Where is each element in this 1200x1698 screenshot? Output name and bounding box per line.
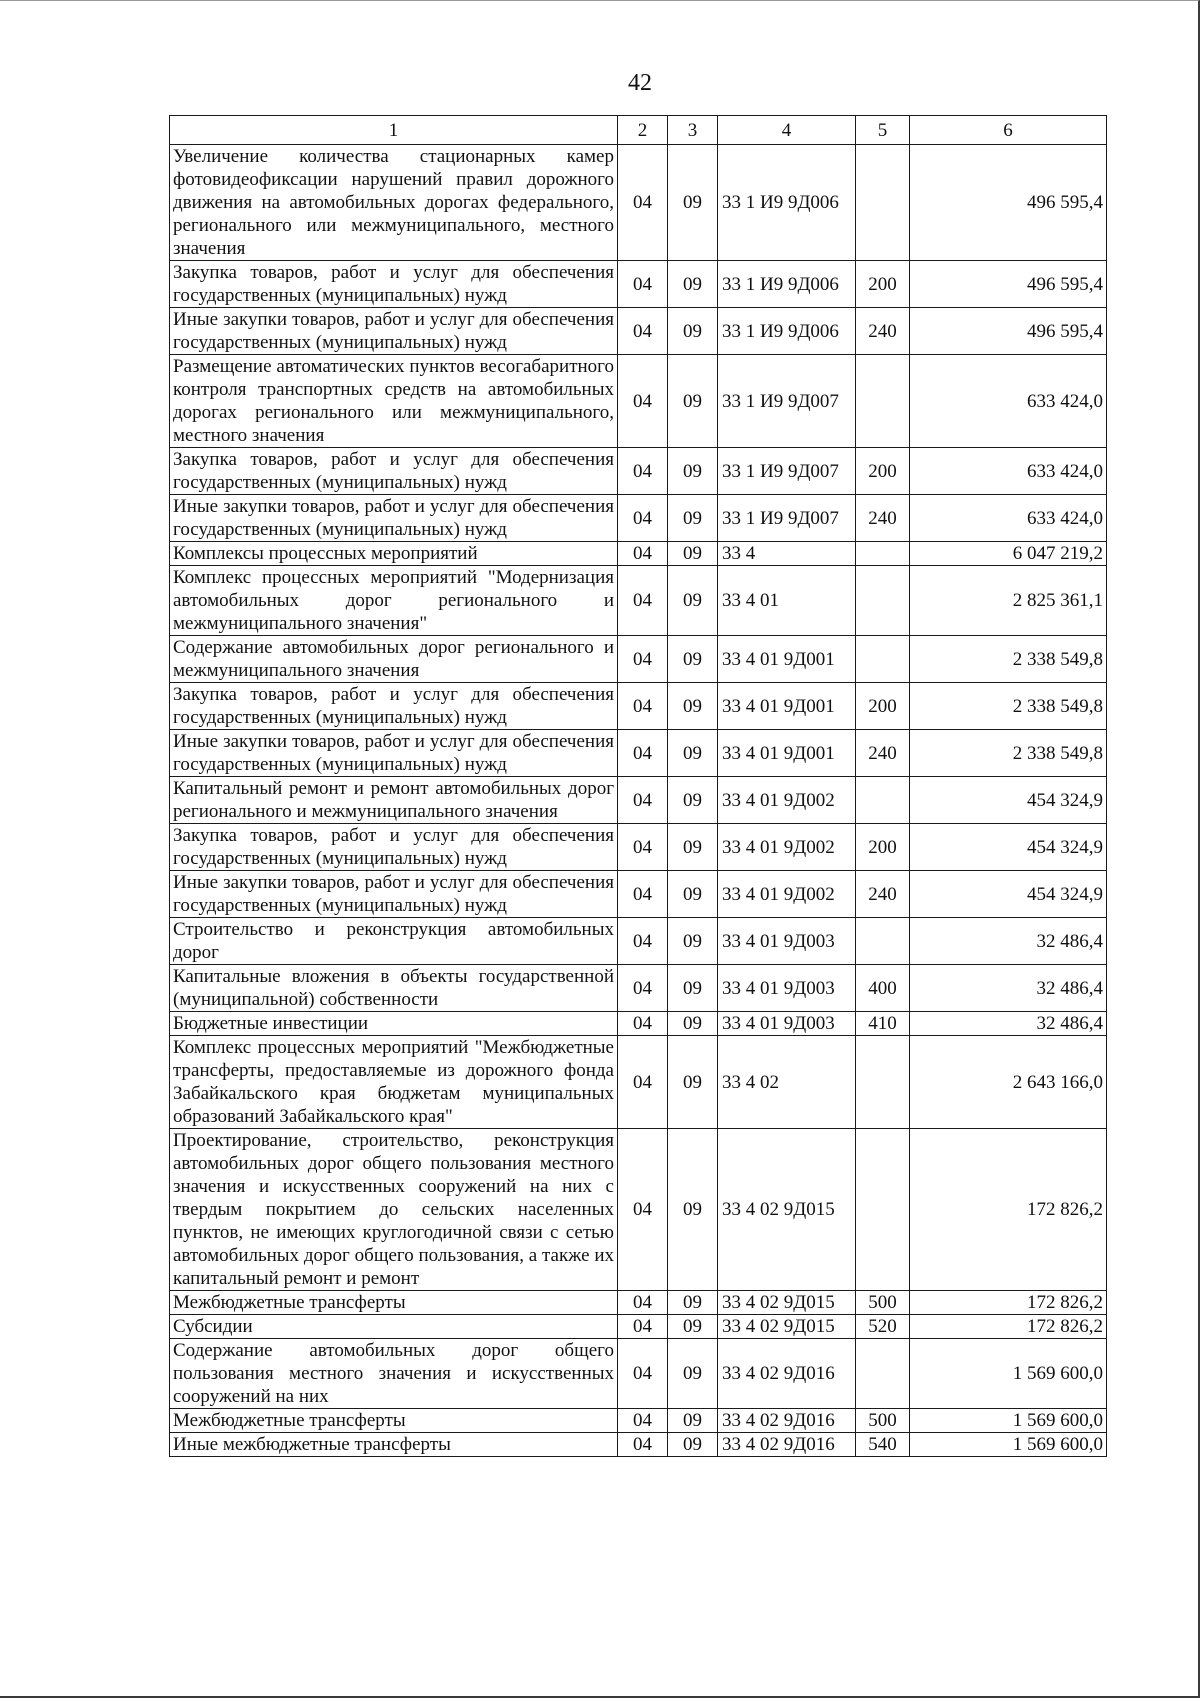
cell-section: 04 [618, 1315, 668, 1339]
cell-name: Иные закупки товаров, работ и услуг для обеспечения государственных (муниципальных) нужд [170, 308, 618, 355]
table-header-row [170, 116, 1107, 145]
cell-name: Закупка товаров, работ и услуг для обеспечения государственных (муниципальных) нужд [170, 824, 618, 871]
table-row [170, 308, 1107, 355]
header-col-4: 4 [718, 116, 856, 145]
cell-section: 04 [618, 145, 668, 261]
cell-name: Иные межбюджетные трансферты [170, 1433, 618, 1457]
cell-subsection: 09 [668, 448, 718, 495]
cell-name: Капитальные вложения в объекты государственной (муниципальной) собственности [170, 965, 618, 1012]
table-row [170, 448, 1107, 495]
cell-subsection: 09 [668, 308, 718, 355]
cell-amount: 633 424,0 [910, 355, 1107, 448]
cell-subsection: 09 [668, 871, 718, 918]
table-row [170, 1012, 1107, 1036]
table-row [170, 495, 1107, 542]
cell-target-article: 33 1 И9 9Д007 [718, 495, 856, 542]
cell-name: Комплекс процессных мероприятий "Модернизация автомобильных дорог регионального и межмуниципального значения" [170, 566, 618, 636]
cell-amount: 1 569 600,0 [910, 1433, 1107, 1457]
cell-target-article: 33 4 01 9Д003 [718, 918, 856, 965]
cell-expense-type: 500 [856, 1409, 910, 1433]
cell-subsection: 09 [668, 1315, 718, 1339]
table-row [170, 918, 1107, 965]
cell-expense-type [856, 636, 910, 683]
table-row [170, 145, 1107, 261]
table-row [170, 777, 1107, 824]
table-row [170, 1129, 1107, 1291]
cell-subsection: 09 [668, 824, 718, 871]
cell-name: Межбюджетные трансферты [170, 1291, 618, 1315]
cell-section: 04 [618, 636, 668, 683]
cell-expense-type: 540 [856, 1433, 910, 1457]
table-row [170, 1409, 1107, 1433]
table-row [170, 824, 1107, 871]
cell-amount: 2 338 549,8 [910, 683, 1107, 730]
cell-section: 04 [618, 1433, 668, 1457]
cell-amount: 2 338 549,8 [910, 636, 1107, 683]
cell-name: Закупка товаров, работ и услуг для обеспечения государственных (муниципальных) нужд [170, 683, 618, 730]
cell-subsection: 09 [668, 965, 718, 1012]
cell-name: Капитальный ремонт и ремонт автомобильных дорог регионального и межмуниципального значения [170, 777, 618, 824]
cell-subsection: 09 [668, 1036, 718, 1129]
cell-target-article: 33 4 [718, 542, 856, 566]
cell-expense-type: 410 [856, 1012, 910, 1036]
cell-name: Бюджетные инвестиции [170, 1012, 618, 1036]
cell-subsection: 09 [668, 495, 718, 542]
cell-section: 04 [618, 1409, 668, 1433]
cell-amount: 633 424,0 [910, 495, 1107, 542]
cell-name: Закупка товаров, работ и услуг для обеспечения государственных (муниципальных) нужд [170, 261, 618, 308]
cell-name: Иные закупки товаров, работ и услуг для обеспечения государственных (муниципальных) нужд [170, 871, 618, 918]
cell-section: 04 [618, 777, 668, 824]
cell-expense-type: 200 [856, 261, 910, 308]
cell-section: 04 [618, 1129, 668, 1291]
cell-subsection: 09 [668, 777, 718, 824]
cell-amount: 496 595,4 [910, 145, 1107, 261]
cell-name: Межбюджетные трансферты [170, 1409, 618, 1433]
cell-expense-type [856, 542, 910, 566]
cell-section: 04 [618, 871, 668, 918]
cell-name: Содержание автомобильных дорог общего пользования местного значения и искусственных сооружений на них [170, 1339, 618, 1409]
cell-subsection: 09 [668, 1433, 718, 1457]
cell-subsection: 09 [668, 636, 718, 683]
cell-subsection: 09 [668, 1129, 718, 1291]
cell-section: 04 [618, 261, 668, 308]
cell-subsection: 09 [668, 566, 718, 636]
cell-target-article: 33 4 01 9Д003 [718, 965, 856, 1012]
cell-subsection: 09 [668, 1339, 718, 1409]
cell-section: 04 [618, 308, 668, 355]
table-row [170, 355, 1107, 448]
cell-expense-type [856, 777, 910, 824]
cell-amount: 2 643 166,0 [910, 1036, 1107, 1129]
cell-target-article: 33 4 01 9Д003 [718, 1012, 856, 1036]
cell-section: 04 [618, 355, 668, 448]
cell-expense-type [856, 355, 910, 448]
header-col-5: 5 [856, 116, 910, 145]
cell-expense-type [856, 566, 910, 636]
cell-expense-type: 200 [856, 448, 910, 495]
table-row [170, 683, 1107, 730]
cell-target-article: 33 4 02 9Д015 [718, 1129, 856, 1291]
cell-section: 04 [618, 965, 668, 1012]
cell-name: Иные закупки товаров, работ и услуг для обеспечения государственных (муниципальных) нужд [170, 495, 618, 542]
cell-section: 04 [618, 1291, 668, 1315]
cell-expense-type [856, 1129, 910, 1291]
cell-expense-type: 200 [856, 824, 910, 871]
cell-expense-type: 200 [856, 683, 910, 730]
cell-expense-type: 240 [856, 871, 910, 918]
header-col-2: 2 [618, 116, 668, 145]
cell-amount: 1 569 600,0 [910, 1409, 1107, 1433]
header-col-6: 6 [910, 116, 1107, 145]
header-col-1: 1 [170, 116, 618, 145]
table-row [170, 965, 1107, 1012]
cell-target-article: 33 4 01 9Д002 [718, 871, 856, 918]
cell-subsection: 09 [668, 1291, 718, 1315]
cell-amount: 2 825 361,1 [910, 566, 1107, 636]
cell-target-article: 33 1 И9 9Д006 [718, 145, 856, 261]
cell-amount: 496 595,4 [910, 308, 1107, 355]
table-row [170, 871, 1107, 918]
cell-target-article: 33 4 01 9Д002 [718, 777, 856, 824]
cell-target-article: 33 4 01 9Д001 [718, 730, 856, 777]
cell-amount: 454 324,9 [910, 824, 1107, 871]
cell-expense-type [856, 145, 910, 261]
cell-section: 04 [618, 1036, 668, 1129]
cell-target-article: 33 1 И9 9Д006 [718, 261, 856, 308]
cell-name: Строительство и реконструкция автомобильных дорог [170, 918, 618, 965]
cell-expense-type: 500 [856, 1291, 910, 1315]
cell-section: 04 [618, 495, 668, 542]
table-row [170, 1315, 1107, 1339]
cell-amount: 454 324,9 [910, 777, 1107, 824]
table-row [170, 1339, 1107, 1409]
cell-expense-type: 520 [856, 1315, 910, 1339]
cell-section: 04 [618, 1339, 668, 1409]
cell-amount: 6 047 219,2 [910, 542, 1107, 566]
cell-section: 04 [618, 683, 668, 730]
cell-target-article: 33 1 И9 9Д007 [718, 448, 856, 495]
table-row [170, 566, 1107, 636]
cell-subsection: 09 [668, 683, 718, 730]
table-row [170, 261, 1107, 308]
cell-target-article: 33 4 02 [718, 1036, 856, 1129]
table-row [170, 730, 1107, 777]
cell-target-article: 33 4 02 9Д016 [718, 1409, 856, 1433]
cell-expense-type: 240 [856, 730, 910, 777]
cell-name: Комплексы процессных мероприятий [170, 542, 618, 566]
cell-amount: 454 324,9 [910, 871, 1107, 918]
cell-amount: 1 569 600,0 [910, 1339, 1107, 1409]
cell-section: 04 [618, 566, 668, 636]
cell-subsection: 09 [668, 542, 718, 566]
cell-subsection: 09 [668, 261, 718, 308]
table-row [170, 636, 1107, 683]
table-row [170, 1291, 1107, 1315]
cell-target-article: 33 4 01 9Д002 [718, 824, 856, 871]
cell-target-article: 33 4 02 9Д016 [718, 1433, 856, 1457]
cell-subsection: 09 [668, 355, 718, 448]
cell-subsection: 09 [668, 1012, 718, 1036]
cell-name: Проектирование, строительство, реконструкция автомобильных дорог общего пользования местного значения и искусственных сооружений на них с твердым покрытием до сельских населенных пунктов, не имеющих круглогодичной связи с сетью автомобильных дорог общего пользования, а также их капитальный ремонт и ремонт [170, 1129, 618, 1291]
cell-section: 04 [618, 730, 668, 777]
cell-amount: 172 826,2 [910, 1129, 1107, 1291]
cell-name: Размещение автоматических пунктов весогабаритного контроля транспортных средств на автомобильных дорогах регионального или межмуниципального, местного значения [170, 355, 618, 448]
cell-subsection: 09 [668, 1409, 718, 1433]
cell-expense-type: 400 [856, 965, 910, 1012]
cell-name: Содержание автомобильных дорог регионального и межмуниципального значения [170, 636, 618, 683]
cell-section: 04 [618, 448, 668, 495]
cell-target-article: 33 1 И9 9Д007 [718, 355, 856, 448]
cell-subsection: 09 [668, 918, 718, 965]
cell-target-article: 33 4 01 [718, 566, 856, 636]
cell-amount: 633 424,0 [910, 448, 1107, 495]
cell-expense-type [856, 918, 910, 965]
cell-target-article: 33 4 01 9Д001 [718, 636, 856, 683]
cell-amount: 496 595,4 [910, 261, 1107, 308]
cell-name: Иные закупки товаров, работ и услуг для обеспечения государственных (муниципальных) нужд [170, 730, 618, 777]
cell-target-article: 33 4 02 9Д015 [718, 1291, 856, 1315]
cell-amount: 172 826,2 [910, 1291, 1107, 1315]
cell-expense-type: 240 [856, 495, 910, 542]
table-row [170, 1036, 1107, 1129]
cell-target-article: 33 4 02 9Д015 [718, 1315, 856, 1339]
cell-amount: 32 486,4 [910, 918, 1107, 965]
cell-target-article: 33 4 01 9Д001 [718, 683, 856, 730]
cell-section: 04 [618, 918, 668, 965]
table-row [170, 1433, 1107, 1457]
cell-section: 04 [618, 824, 668, 871]
cell-subsection: 09 [668, 145, 718, 261]
table-body [170, 116, 1107, 1457]
cell-expense-type [856, 1036, 910, 1129]
cell-expense-type [856, 1339, 910, 1409]
cell-subsection: 09 [668, 730, 718, 777]
cell-target-article: 33 4 02 9Д016 [718, 1339, 856, 1409]
cell-amount: 32 486,4 [910, 1012, 1107, 1036]
cell-expense-type: 240 [856, 308, 910, 355]
table-row [170, 542, 1107, 566]
budget-table [169, 115, 1107, 1457]
cell-target-article: 33 1 И9 9Д006 [718, 308, 856, 355]
header-col-3: 3 [668, 116, 718, 145]
cell-name: Комплекс процессных мероприятий "Межбюджетные трансферты, предоставляемые из дорожного фонда Забайкальского края бюджетам муниципальных образований Забайкальского края" [170, 1036, 618, 1129]
cell-amount: 172 826,2 [910, 1315, 1107, 1339]
cell-section: 04 [618, 1012, 668, 1036]
cell-name: Увеличение количества стационарных камер фотовидеофиксации нарушений правил дорожного движения на автомобильных дорогах федерального, регионального или межмуниципального, местного значения [170, 145, 618, 261]
cell-section: 04 [618, 542, 668, 566]
cell-amount: 2 338 549,8 [910, 730, 1107, 777]
cell-name: Закупка товаров, работ и услуг для обеспечения государственных (муниципальных) нужд [170, 448, 618, 495]
page-number: 42 [628, 70, 652, 96]
cell-name: Субсидии [170, 1315, 618, 1339]
cell-amount: 32 486,4 [910, 965, 1107, 1012]
